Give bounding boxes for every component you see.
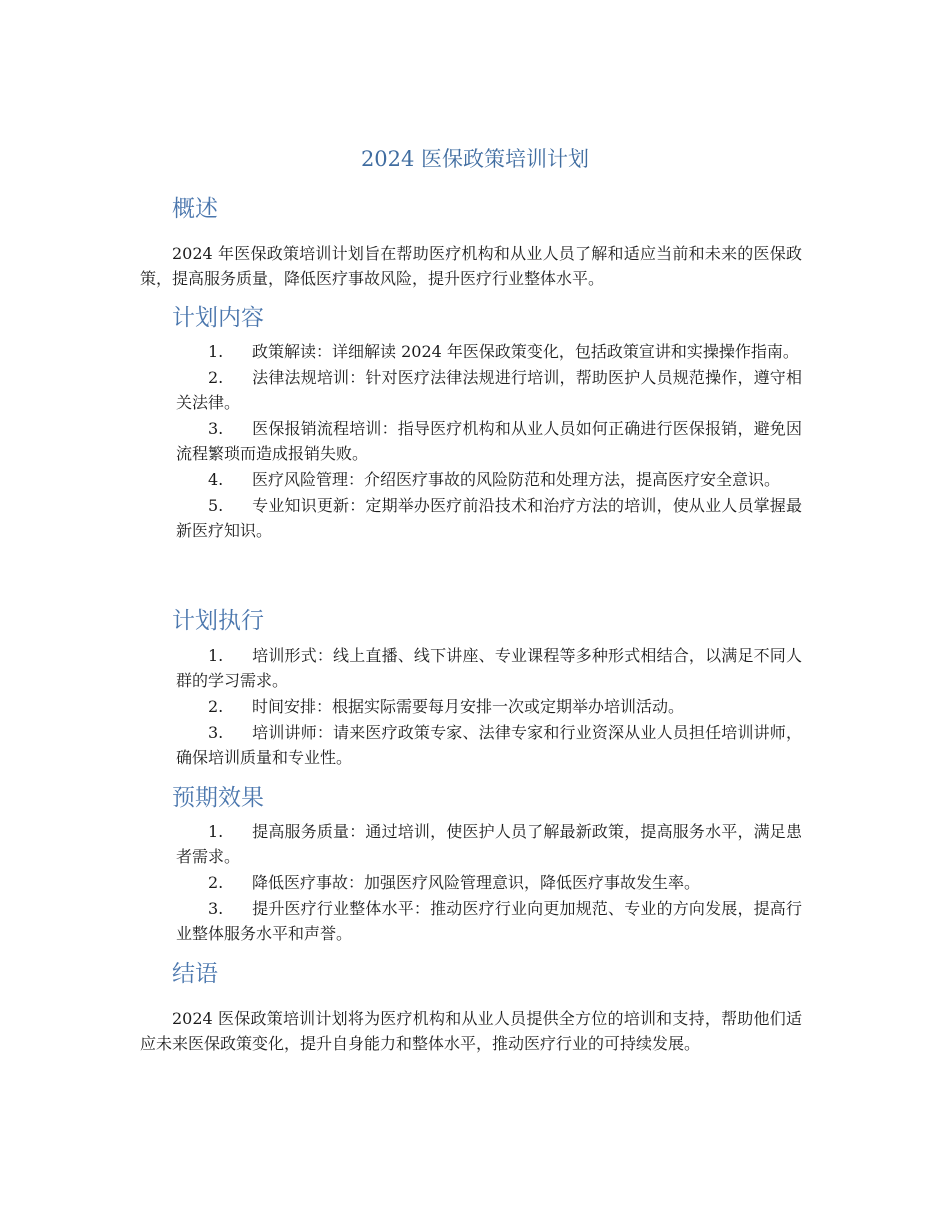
list-item xyxy=(176,819,802,869)
list-item xyxy=(176,720,802,770)
list-item-number: 3. xyxy=(208,723,224,742)
list-item-number: 2. xyxy=(208,873,224,892)
list-item-text: 提升医疗行业整体水平：推动医疗行业向更加规范、专业的方向发展，提高行业整体服务水平和声誉。 xyxy=(176,899,802,943)
list-item-number: 5. xyxy=(208,496,224,515)
list-item xyxy=(176,870,802,895)
conclusion-heading: 结语 xyxy=(172,961,218,987)
list-item xyxy=(176,339,802,364)
conclusion-paragraph: 2024 医保政策培训计划将为医疗机构和从业人员提供全方位的培训和支持，帮助他们适应未来医保政策变化，提升自身能力和整体水平，推动医疗行业的可持续发展。 xyxy=(140,1009,802,1053)
list-item-number: 3. xyxy=(208,419,224,438)
list-item-number: 2. xyxy=(208,697,224,716)
list-item-text: 降低医疗事故：加强医疗风险管理意识，降低医疗事故发生率。 xyxy=(252,873,701,892)
list-item-text: 政策解读：详细解读 2024 年医保政策变化，包括政策宣讲和实操操作指南。 xyxy=(252,342,799,361)
list-item-number: 1. xyxy=(208,646,224,665)
list-item xyxy=(176,416,802,466)
list-item-text: 法律法规培训：针对医疗法律法规进行培训，帮助医护人员规范操作，遵守相关法律。 xyxy=(176,368,802,412)
list-item xyxy=(176,365,802,415)
plan-execution-heading: 计划执行 xyxy=(172,608,264,634)
list-item-text: 医保报销流程培训：指导医疗机构和从业人员如何正确进行医保报销，避免因流程繁琐而造成报销失败。 xyxy=(176,419,802,463)
list-item-text: 专业知识更新：定期举办医疗前沿技术和治疗方法的培训，使从业人员掌握最新医疗知识。 xyxy=(176,496,802,540)
list-item xyxy=(176,467,802,492)
overview-heading: 概述 xyxy=(172,196,218,222)
overview-paragraph: 2024 年医保政策培训计划旨在帮助医疗机构和从业人员了解和适应当前和未来的医保政策，提高服务质量，降低医疗事故风险，提升医疗行业整体水平。 xyxy=(140,244,802,288)
list-item-number: 1. xyxy=(208,342,224,361)
plan-content-list xyxy=(176,339,802,544)
list-item-text: 培训讲师：请来医疗政策专家、法律专家和行业资深从业人员担任培训讲师，确保培训质量和专业性。 xyxy=(176,723,802,767)
expected-results-list xyxy=(176,819,802,947)
plan-execution-list xyxy=(176,643,802,771)
list-item-number: 2. xyxy=(208,368,224,387)
expected-results-heading: 预期效果 xyxy=(172,785,264,811)
list-item xyxy=(176,896,802,946)
list-item-text: 医疗风险管理：介绍医疗事故的风险防范和处理方法，提高医疗安全意识。 xyxy=(252,470,781,489)
list-item xyxy=(176,694,802,719)
document-title: 2024 医保政策培训计划 xyxy=(360,147,590,171)
list-item-number: 1. xyxy=(208,822,224,841)
list-item xyxy=(176,493,802,543)
list-item-text: 提高服务质量：通过培训，使医护人员了解最新政策，提高服务水平，满足患者需求。 xyxy=(176,822,802,866)
plan-content-heading: 计划内容 xyxy=(172,305,264,331)
list-item-text: 培训形式：线上直播、线下讲座、专业课程等多种形式相结合，以满足不同人群的学习需求。 xyxy=(176,646,802,690)
list-item xyxy=(176,643,802,693)
list-item-number: 3. xyxy=(208,899,224,918)
list-item-number: 4. xyxy=(208,470,224,489)
list-item-text: 时间安排：根据实际需要每月安排一次或定期举办培训活动。 xyxy=(252,697,685,716)
